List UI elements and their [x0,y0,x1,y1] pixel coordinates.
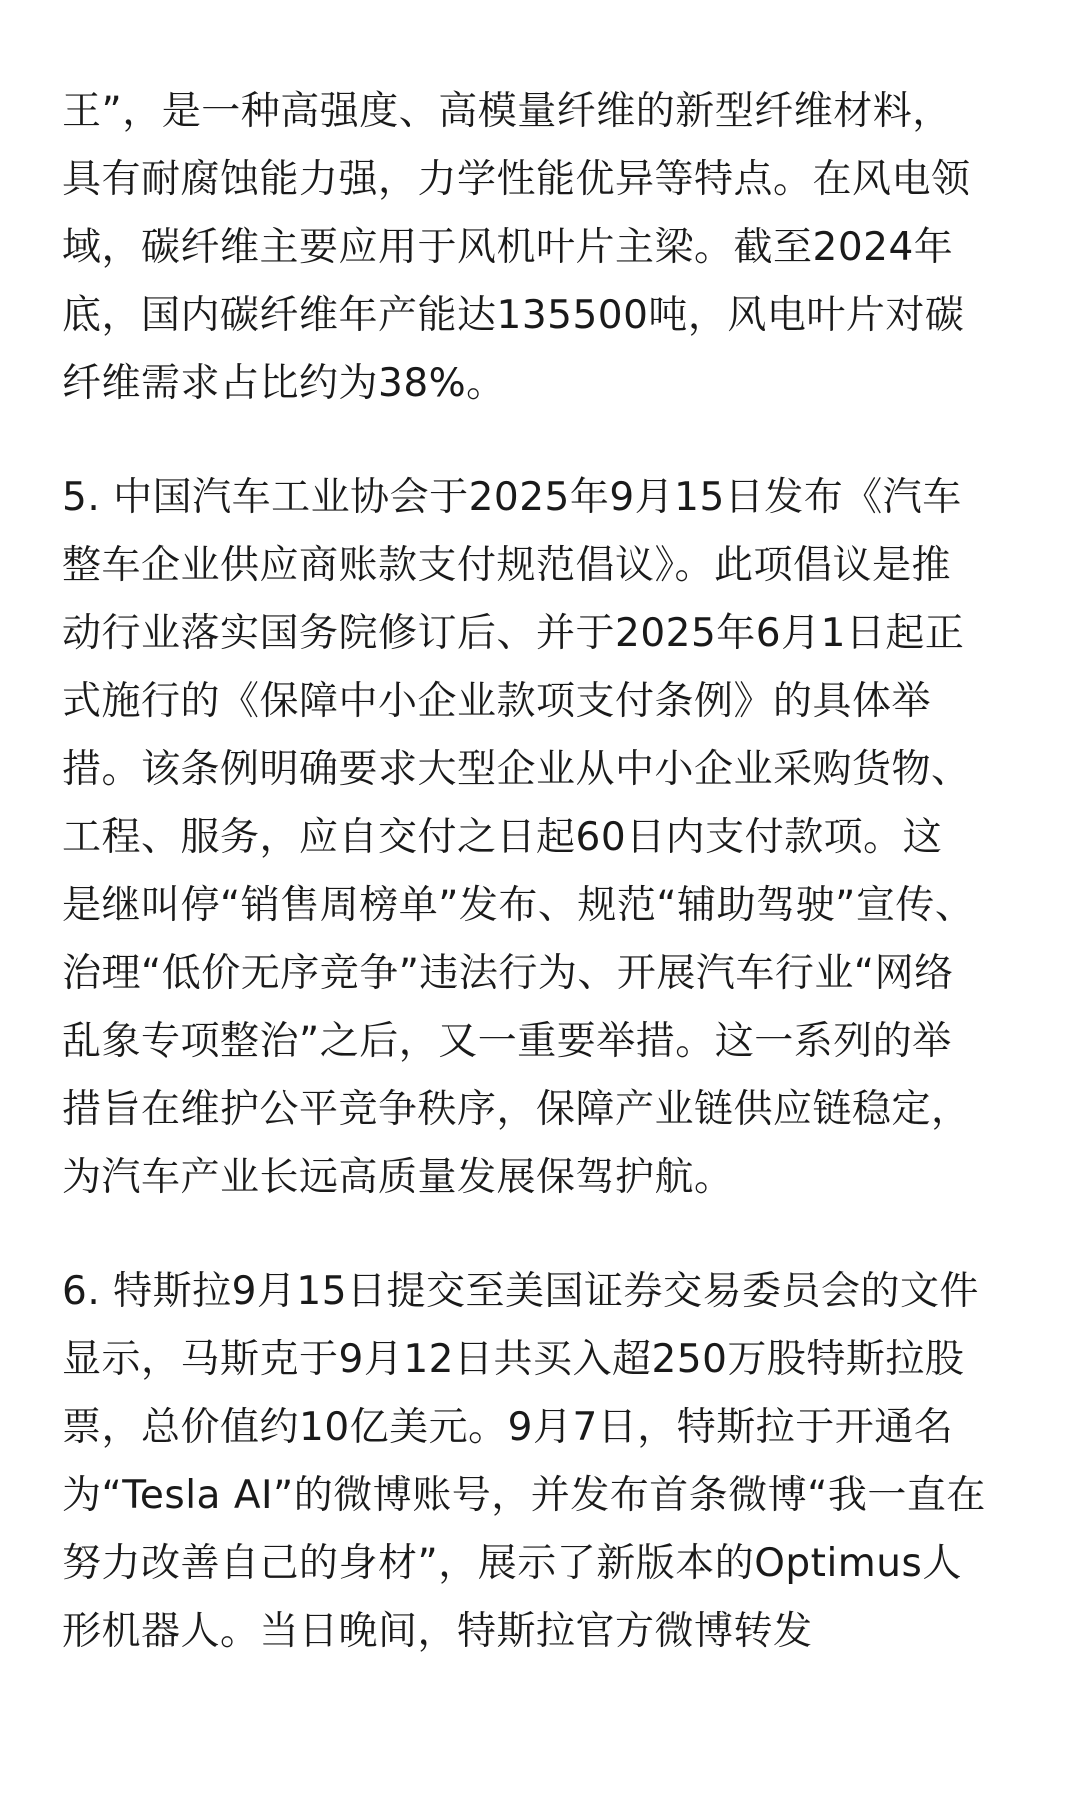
text-line: 是继叫停“销售周榜单”发布、规范“辅助驾驶”宣传、 [62,883,975,928]
paragraph-gap [62,418,1032,464]
text-line: 治理“低价无序竞争”违法行为、开展汽车行业“网络 [62,951,954,996]
text-line: 式施行的《保障中小企业款项支付条例》的具体举 [62,679,932,724]
text-line: 具有耐腐蚀能力强，力学性能优异等特点。在风电领 [62,157,971,202]
text-line: 票，总价值约10亿美元。9月7日，特斯拉于开通名 [62,1405,954,1450]
text-line: 努力改善自己的身材”，展示了新版本的Optimus人 [62,1541,962,1586]
text-line: 乱象专项整治”之后，又一重要举措。这一系列的举 [62,1019,952,1064]
article-body [62,78,1032,1666]
text-line: 措旨在维护公平竞争秩序，保障产业链供应链稳定， [62,1087,971,1132]
paragraph-item-6 [62,1258,1032,1666]
text-line: 整车企业供应商账款支付规范倡议》。此项倡议是推 [62,543,952,588]
paragraph-gap [62,1212,1032,1258]
text-line: 为汽车产业长远高质量发展保驾护航。 [62,1155,734,1200]
text-line: 显示，马斯克于9月12日共买入超250万股特斯拉股 [62,1337,965,1382]
text-line: 6. 特斯拉9月15日提交至美国证券交易委员会的文件 [62,1269,980,1314]
text-line: 王”，是一种高强度、高模量纤维的新型纤维材料， [62,89,952,134]
text-line: 底，国内碳纤维年产能达135500吨，风电叶片对碳 [62,293,965,338]
text-line: 工程、服务，应自交付之日起60日内支付款项。这 [62,815,943,860]
paragraph-item-5 [62,464,1032,1212]
text-line: 形机器人。当日晚间，特斯拉官方微博转发 [62,1609,813,1654]
text-line: 措。该条例明确要求大型企业从中小企业采购货物、 [62,747,971,792]
text-line: 5. 中国汽车工业协会于2025年9月15日发布《汽车 [62,475,962,520]
text-line: 纤维需求占比约为38%。 [62,361,506,406]
paragraph-carbon-fiber [62,78,1032,418]
text-line: 域，碳纤维主要应用于风机叶片主梁。截至2024年 [62,225,954,270]
text-line: 动行业落实国务院修订后、并于2025年6月1日起正 [62,611,965,656]
text-line: 为“Tesla AI”的微博账号，并发布首条微博“我一直在 [62,1473,986,1518]
